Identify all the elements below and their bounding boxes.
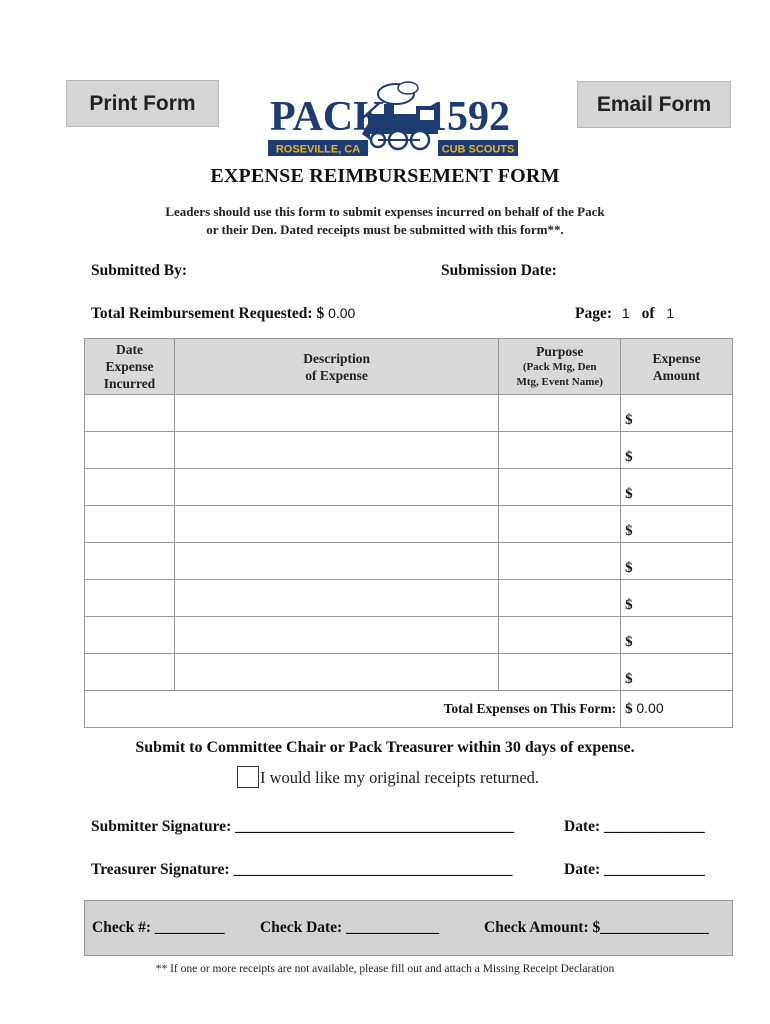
total-row xyxy=(85,691,733,728)
treasurer-date-field[interactable]: Date: _____________ xyxy=(564,861,705,878)
amount-cell[interactable]: $ xyxy=(621,432,733,469)
header-purpose: Purpose (Pack Mtg, Den Mtg, Event Name) xyxy=(499,339,621,395)
purpose-cell[interactable] xyxy=(499,432,621,469)
treasurer-check-bar xyxy=(84,900,733,956)
total-expenses-label: Total Expenses on This Form: xyxy=(85,691,621,728)
date-cell[interactable] xyxy=(85,543,175,580)
total-expenses-field[interactable]: $ 0.00 xyxy=(621,691,733,728)
check-date-field[interactable]: Check Date: ____________ xyxy=(260,919,440,936)
description-cell[interactable] xyxy=(174,654,498,691)
date-cell[interactable] xyxy=(85,432,175,469)
table-row xyxy=(85,617,733,654)
submit-deadline-note: Submit to Committee Chair or Pack Treasurer within 30 days of expense. xyxy=(135,739,635,756)
purpose-cell[interactable] xyxy=(499,506,621,543)
amount-cell[interactable]: $ xyxy=(621,469,733,506)
table-row xyxy=(85,432,733,469)
description-cell[interactable] xyxy=(174,432,498,469)
expense-table xyxy=(84,338,733,728)
purpose-cell[interactable] xyxy=(499,617,621,654)
date-cell[interactable] xyxy=(85,654,175,691)
description-cell[interactable] xyxy=(174,469,498,506)
table-row xyxy=(85,580,733,617)
total-requested-row xyxy=(91,305,355,323)
receipts-returned-label: I would like my original receipts returned. xyxy=(260,768,540,787)
page-current-field[interactable]: 1 xyxy=(621,305,630,321)
amount-cell[interactable]: $ xyxy=(621,506,733,543)
date-cell[interactable] xyxy=(85,395,175,432)
treasurer-signature-field[interactable]: Treasurer Signature: ____________________________________ xyxy=(91,861,513,878)
header-amount: Expense Amount xyxy=(621,339,733,395)
amount-cell[interactable]: $ xyxy=(621,580,733,617)
table-row xyxy=(85,395,733,432)
email-form-button[interactable]: Email Form xyxy=(577,81,731,128)
description-cell[interactable] xyxy=(174,506,498,543)
intro-line-1: Leaders should use this form to submit expenses incurred on behalf of the Pack xyxy=(165,204,605,219)
purpose-cell[interactable] xyxy=(499,395,621,432)
date-cell[interactable] xyxy=(85,469,175,506)
submitter-date-field[interactable]: Date: _____________ xyxy=(564,818,705,835)
submission-date-label: Submission Date: xyxy=(441,262,557,279)
form-intro xyxy=(0,203,770,239)
table-row xyxy=(85,654,733,691)
total-requested-field[interactable]: 0.00 xyxy=(328,305,356,321)
description-cell[interactable] xyxy=(174,543,498,580)
header-date: Date Expense Incurred xyxy=(85,339,175,395)
submitted-by-label: Submitted By: xyxy=(91,262,188,279)
amount-cell[interactable]: $ xyxy=(621,543,733,580)
description-cell[interactable] xyxy=(174,395,498,432)
header-description: Description of Expense xyxy=(174,339,498,395)
receipts-returned-checkbox[interactable] xyxy=(237,766,259,788)
total-requested-label: Total Reimbursement Requested: $ xyxy=(91,305,325,322)
description-cell[interactable] xyxy=(174,580,498,617)
table-row xyxy=(85,543,733,580)
date-cell[interactable] xyxy=(85,506,175,543)
purpose-cell[interactable] xyxy=(499,580,621,617)
submitter-signature-field[interactable]: Submitter Signature: ____________________________________ xyxy=(91,818,515,835)
logo-group-text: CUB SCOUTS xyxy=(441,143,515,156)
purpose-cell[interactable] xyxy=(499,469,621,506)
check-amount-field[interactable]: Check Amount: $______________ xyxy=(484,919,709,936)
table-header-row xyxy=(85,339,733,395)
description-cell[interactable] xyxy=(174,617,498,654)
purpose-cell[interactable] xyxy=(499,543,621,580)
amount-cell[interactable]: $ xyxy=(621,617,733,654)
page-total-field[interactable]: 1 xyxy=(666,305,675,321)
purpose-cell[interactable] xyxy=(499,654,621,691)
page-label: Page: xyxy=(575,305,613,322)
intro-line-2: or their Den. Dated receipts must be submitted with this form**. xyxy=(206,222,564,237)
logo-location-text: ROSEVILLE, CA xyxy=(275,143,361,156)
page-indicator xyxy=(575,305,674,323)
amount-cell[interactable]: $ xyxy=(621,395,733,432)
logo-pack-text: PACK xyxy=(270,94,386,140)
missing-receipt-footnote: ** If one or more receipts are not available, please fill out and attach a Missing Receipt Declaration xyxy=(155,963,615,975)
pack-logo xyxy=(266,80,520,160)
print-form-button[interactable]: Print Form xyxy=(66,80,219,127)
table-row xyxy=(85,506,733,543)
amount-cell[interactable]: $ xyxy=(621,654,733,691)
logo-number-text: 1592 xyxy=(426,94,510,140)
table-row xyxy=(85,469,733,506)
page-of-label: of xyxy=(641,305,655,322)
check-number-field[interactable]: Check #: _________ xyxy=(92,919,225,936)
form-title: EXPENSE REIMBURSEMENT FORM xyxy=(210,165,560,187)
date-cell[interactable] xyxy=(85,617,175,654)
date-cell[interactable] xyxy=(85,580,175,617)
